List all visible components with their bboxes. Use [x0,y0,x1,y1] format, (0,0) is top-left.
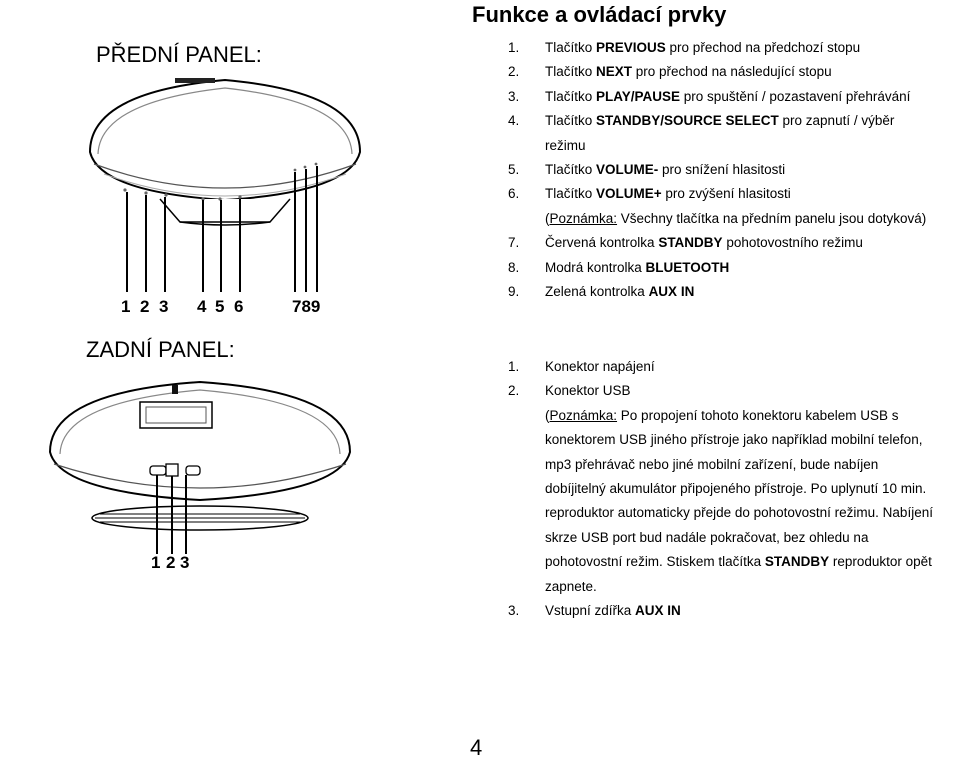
front-callout-1: 1 [121,297,131,316]
front-callout-2: 2 [140,297,150,316]
front-callout-4: 4 [197,297,207,316]
list-item: 3. Vstupní zdířka AUX IN [508,603,681,619]
list-item: 2. Tlačítko NEXT pro přechod na následující stopu [508,64,832,80]
front-panel-diagram [80,72,380,317]
list-item: 2. Konektor USB (Poznámka: Po propojení tohoto konektoru kabelem USB s konektorem USB jiného přístroje jako například mobilní telefon, mp3 přehrávač nebo jiné mobilní zařízení, bude nabíjen dobíjitelný akumulátor připojeného přístroje. Po uplynutí 10 min. reproduktor automaticky přejde do pohotovostní režimu. Nabíjení skrze USB port bud nadále pokračovat, bez ohledu na pohotovostní režim. Stiskem tlačítka STANDBY reproduktor opět zapnete. [508,383,933,594]
front-panel-heading: PŘEDNÍ PANEL: [96,42,262,67]
rear-callout-2: 2 [166,553,176,572]
page-title: Funkce a ovládací prvky [472,2,727,27]
list-item: 8. Modrá kontrolka BLUETOOTH [508,259,730,275]
list-item: 1. Konektor napájení [508,359,655,374]
front-callout-3: 3 [159,297,169,316]
page-number: 4 [470,735,483,760]
list-item: 7. Červená kontrolka STANDBY pohotovostního režimu [508,235,863,251]
front-callout-5: 5 [215,297,225,316]
list-item: 3. Tlačítko PLAY/PAUSE pro spuštění / pozastavení přehrávání [508,88,911,104]
list-item: 1. Tlačítko PREVIOUS pro přechod na předchozí stopu [508,40,861,55]
front-panel-list [508,36,926,304]
list-item: 4. Tlačítko STANDBY/SOURCE SELECT pro zapnutí / výběr režimu [508,113,895,153]
front-callout-6: 6 [234,297,244,316]
rear-callout-1: 1 [151,553,161,572]
rear-panel-diagram [40,372,360,572]
rear-callout-3: 3 [180,553,190,572]
list-item: 5. Tlačítko VOLUME- pro snížení hlasitosti [508,162,786,178]
front-callout-789: 789 [292,297,321,316]
list-item: 9. Zelená kontrolka AUX IN [508,284,695,300]
list-item: 6. Tlačítko VOLUME+ pro zvýšení hlasitosti (Poznámka: Všechny tlačítka na předním panelu jsou dotyková) [508,186,927,226]
rear-panel-list [508,355,933,623]
rear-panel-heading: ZADNÍ PANEL: [86,337,235,362]
